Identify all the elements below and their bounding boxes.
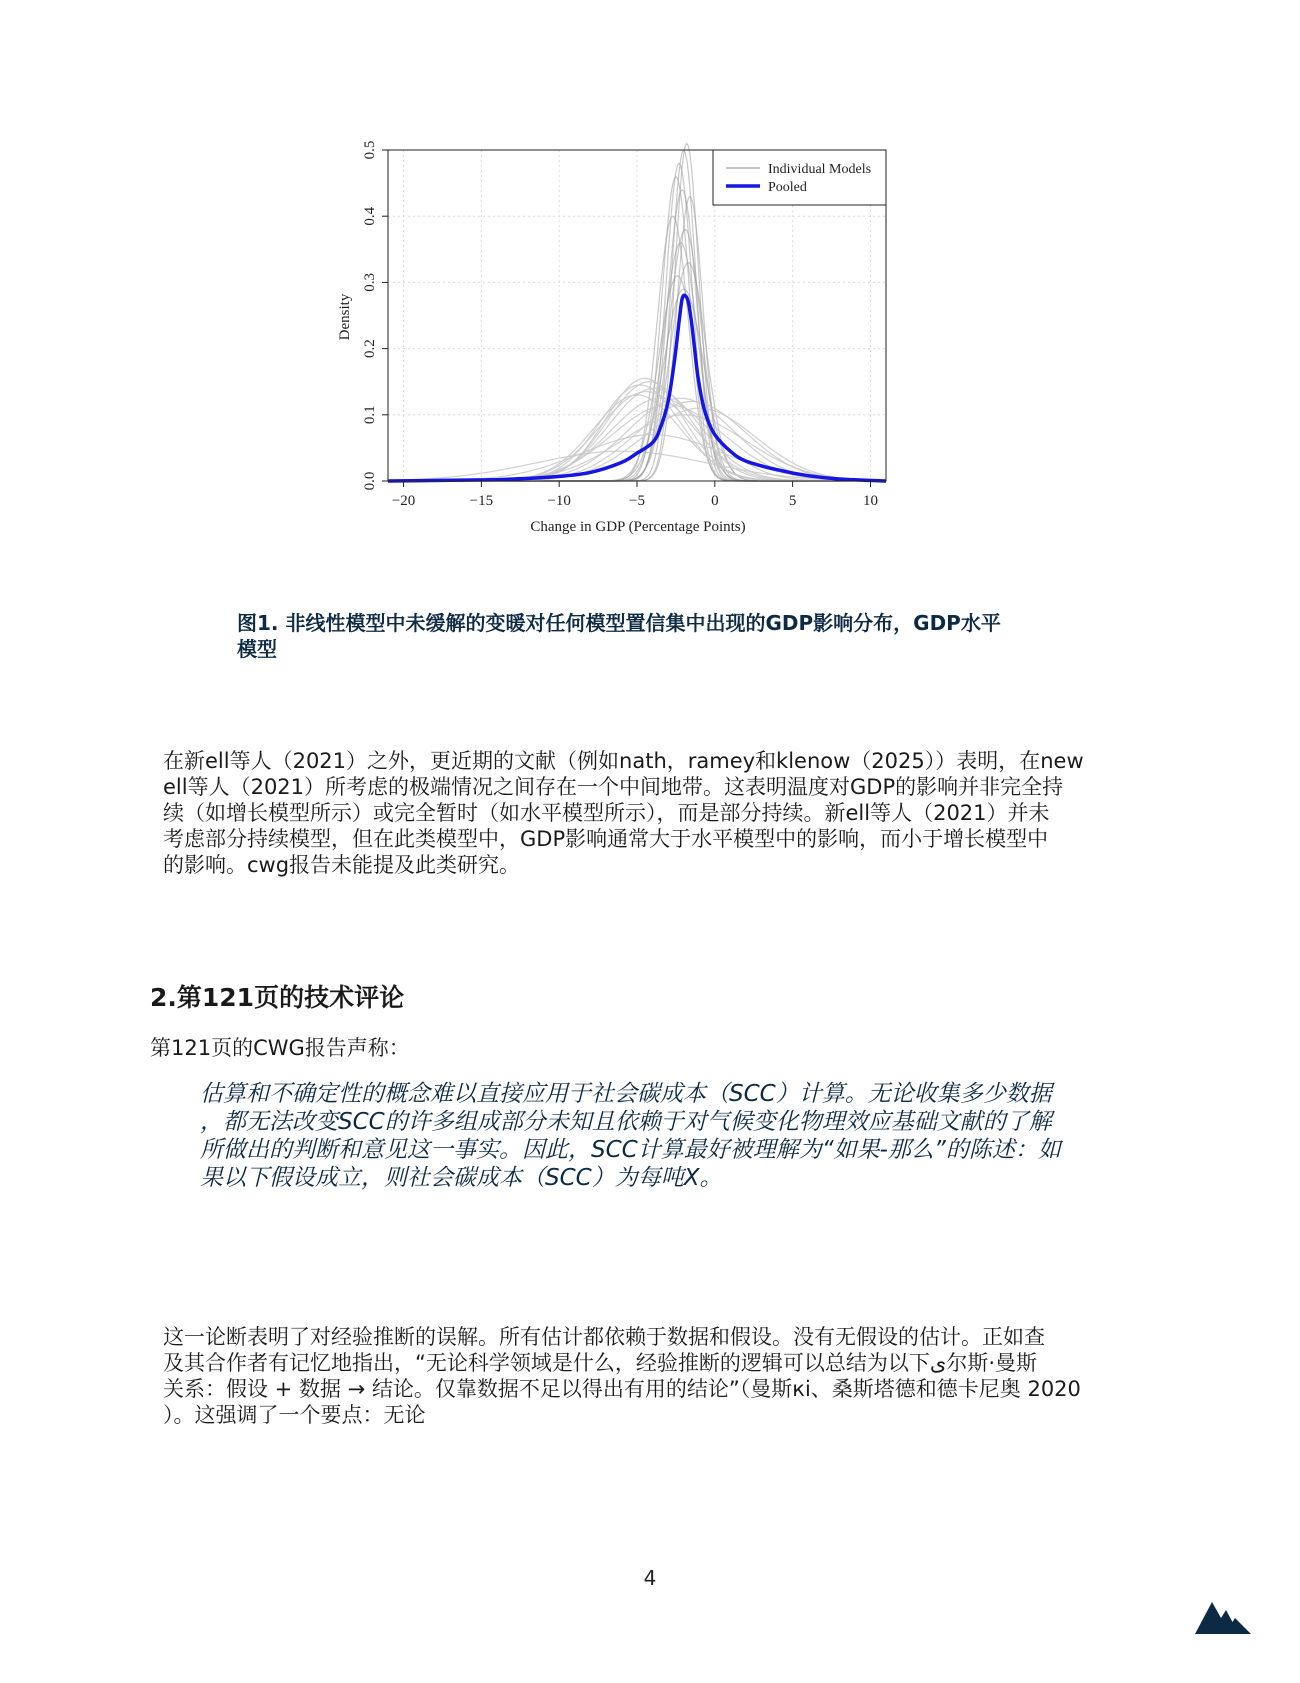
paragraph-1-line: ell等人（2021）所考虑的极端情况之间存在一个中间地带。这表明温度对GDP的影响并非完全持 (163, 775, 1064, 799)
quote-line: 果以下假设成立，则社会碳成本（SCC）为每吨X。 (200, 1165, 723, 1191)
y-tick-label: 0.0 (362, 471, 378, 491)
quote-line: ，都无法改变SCC的许多组成部分未知且依赖于对气候变化物理效应基础文献的了解 (200, 1109, 1052, 1135)
y-axis-label: Density (337, 293, 353, 341)
mountain-logo (1195, 1598, 1251, 1638)
legend-box (713, 150, 886, 205)
y-tick-label: 0.1 (362, 405, 378, 425)
paragraph-1-line: 续（如增长模型所示）或完全暂时（如水平模型所示），而是部分持续。新ell等人（2021）并未 (163, 801, 1050, 825)
figure-caption-line-2: 模型 (237, 637, 277, 661)
legend-label-individual: Individual Models (768, 162, 872, 177)
x-tick-label: −10 (547, 493, 571, 509)
figure-caption (237, 610, 1097, 662)
paragraph-2-line: 这一论断表明了对经验推断的误解。所有估计都依赖于数据和假设。没有无假设的估计。正如查 (163, 1325, 1045, 1349)
legend-label-pooled: Pooled (768, 180, 807, 195)
paragraph-2-line: 关系：假设 + 数据 → 结论。仅靠数据不足以得出有用的结论”（曼斯кі、桑斯塔德和德卡尼奥 2020 (163, 1377, 1081, 1401)
y-tick-label: 0.4 (362, 206, 378, 226)
quote-line: 估算和不确定性的概念难以直接应用于社会碳成本（SCC）计算。无论收集多少数据 (200, 1081, 1052, 1107)
quote-line: 所做出的判断和意见这一事实。因此，SCC计算最好被理解为“如果-那么”的陈述：如 (200, 1137, 1061, 1163)
legend (713, 150, 886, 205)
y-tick-label: 0.5 (362, 140, 378, 160)
paragraph-2-line: 及其合作者有记忆地指出，“无论科学领域是什么，经验推断的逻辑可以总结为以下ی尔斯·曼斯 (163, 1351, 1038, 1375)
density-chart-svg (337, 140, 960, 580)
figure-caption-line-1: 图1. 非线性模型中未缓解的变暖对任何模型置信集中出现的GDP影响分布，GDP水平 (237, 611, 1001, 635)
page-number: 4 (643, 1566, 657, 1590)
y-tick-label: 0.2 (362, 339, 378, 358)
paragraph-2 (163, 1324, 1143, 1428)
x-axis-label: Change in GDP (Percentage Points) (530, 519, 746, 535)
density-chart (337, 140, 960, 580)
section-intro: 第121页的CWG报告声称： (150, 1036, 410, 1060)
paragraph-1-line: 的影响。cwg报告未能提及此类研究。 (163, 853, 521, 877)
individual-model-curve (388, 405, 886, 481)
paragraph-2-line: ）。这强调了一个要点：无论 (163, 1403, 426, 1427)
paragraph-1-line: 考虑部分持续模型，但在此类模型中，GDP影响通常大于水平模型中的影响，而小于增长模型中 (163, 827, 1049, 851)
individual-model-curve (388, 196, 886, 481)
section-heading: 2.第121页的技术评论 (150, 983, 405, 1012)
x-tick-label: 10 (862, 493, 878, 509)
x-tick-label: 0 (711, 493, 719, 509)
x-tick-label: −20 (391, 493, 416, 509)
y-tick-label: 0.3 (362, 273, 378, 292)
paragraph-1-line: 在新ell等人（2021）之外，更近期的文献（例如nath，ramey和klenow（2025））表明，在new (163, 749, 1084, 773)
block-quote (200, 1080, 1130, 1192)
pooled-curve (388, 295, 886, 481)
paragraph-1 (163, 748, 1143, 878)
mountain-logo-icon (1195, 1598, 1251, 1634)
x-tick-label: −5 (629, 493, 645, 509)
x-tick-label: 5 (788, 493, 797, 509)
x-tick-label: −15 (469, 493, 494, 509)
